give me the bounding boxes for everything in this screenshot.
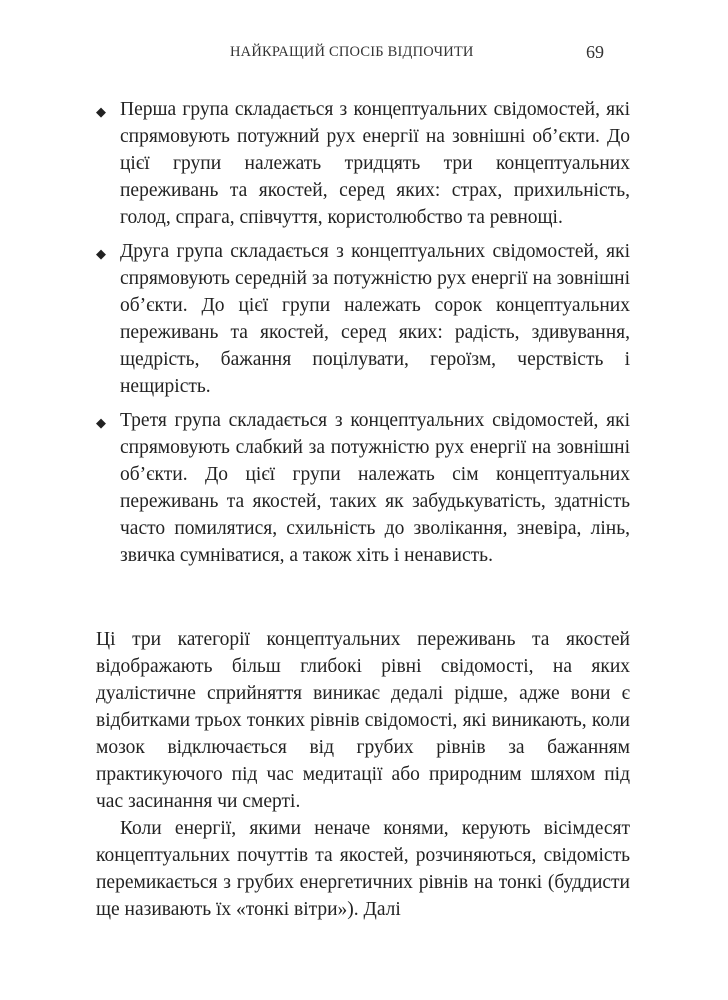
paragraph-1: Ці три категорії концептуальних переживань та якостей відображають більш глибокі рівні свідомості, на яких дуалістичне сприйняття виникає дедалі рідше, адже вони є відбитками трьох тонких рівнів свідомості, які виникають, коли мозок відключається від грубих рівнів за бажанням практикуючого під час медитації або природним шляхом під час засинання чи смерті. — [96, 629, 630, 812]
body-text — [96, 626, 630, 923]
page-number: 69 — [586, 42, 604, 62]
bullet-text: Друга група складається з концептуальних свідомостей, які спрямовують середній за потужністю рух енергії на зовнішні об’єкти. До цієї групи належать сорок концептуальних переживань та якостей, серед яких: радість, здивування, щедрість, бажання поцілувати, героїзм, черствість і нещирість. — [120, 241, 630, 397]
bullet-item-2 — [96, 238, 630, 400]
bullet-text: Перша група складається з концептуальних свідомостей, які спрямовують потужний рух енергії на зовнішні об’єкти. До цієї групи належать тридцять три концептуальних переживань та якостей, серед яких: страх, прихильність, голод, спрага, співчуття, користолюбство та ревнощі. — [120, 99, 630, 228]
running-head — [0, 44, 728, 68]
diamond-bullet-icon: ◆ — [96, 246, 106, 261]
bullet-list — [96, 96, 630, 576]
bullet-item-3 — [96, 407, 630, 569]
bullet-item-1 — [96, 96, 630, 231]
diamond-bullet-icon: ◆ — [96, 415, 106, 430]
bullet-text: Третя група складається з концептуальних свідомостей, які спрямовують слабкий за потужністю рух енергії на зовнішні об’єкти. До цієї групи належать сім концептуальних переживань та якостей, таких як забудькуватість, здатність часто помилятися, схильність до зволікання, зневіра, лінь, звичка сумніватися, а також хіть і ненависть. — [120, 410, 630, 566]
diamond-bullet-icon: ◆ — [96, 104, 106, 119]
paragraph-2: Коли енергії, якими неначе конями, керують вісімдесят концептуальних почуттів та якостей, розчиняються, свідомість перемикається з грубих енергетичних рівнів на тонкі (буддисти ще називають їх «тонкі вітри»). Далі — [96, 818, 630, 920]
running-title: НАЙКРАЩИЙ СПОСІБ ВІДПОЧИТИ — [230, 44, 474, 60]
